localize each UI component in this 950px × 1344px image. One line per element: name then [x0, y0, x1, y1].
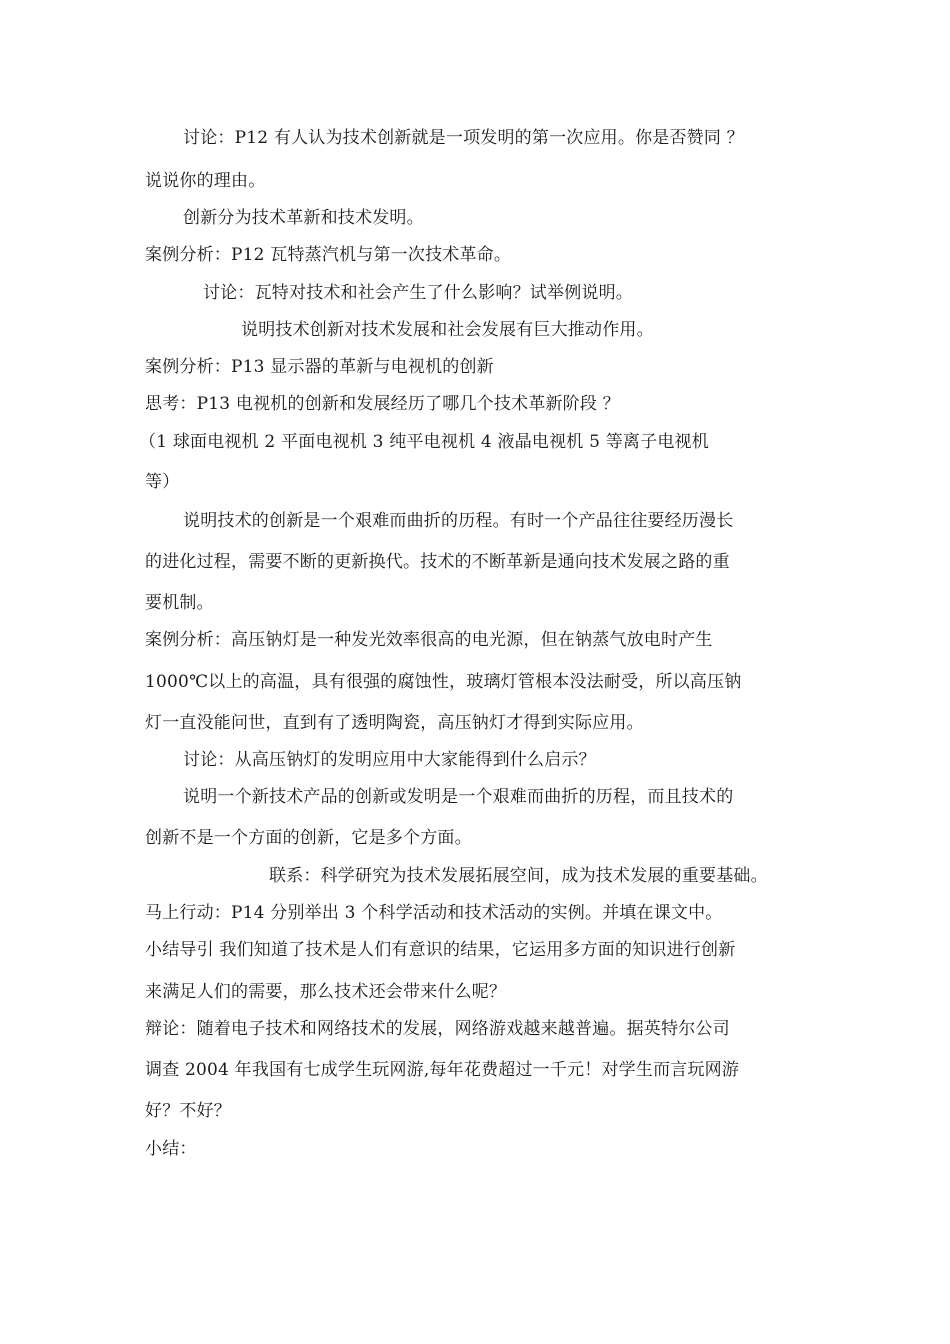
text-line: 说明一个新技术产品的创新或发明是一个艰难而曲折的历程，而且技术的 [183, 787, 734, 807]
text-line: 创新不是一个方面的创新，它是多个方面。 [145, 828, 472, 848]
text-line: 创新分为技术革新和技术发明。 [183, 208, 424, 228]
text-line: 说明技术创新对技术发展和社会发展有巨大推动作用。 [241, 320, 654, 340]
text-line: 等） [145, 472, 180, 492]
text-line: 讨论：瓦特对技术和社会产生了什么影响？试举例说明。 [203, 283, 633, 303]
text-line: 讨论：从高压钠灯的发明应用中大家能得到什么启示？ [183, 750, 596, 770]
text-line: 马上行动：P14 分别举出 3 个科学活动和技术活动的实例。并填在课文中。 [145, 903, 723, 923]
text-line: 辩论：随着电子技术和网络技术的发展，网络游戏越来越普遍。据英特尔公司 [145, 1019, 730, 1039]
text-line: 案例分析：高压钠灯是一种发光效率很高的电光源，但在钠蒸气放电时产生 [145, 630, 713, 650]
text-line: 调查 2004 年我国有七成学生玩网游,每年花费超过一千元！对学生而言玩网游 [145, 1060, 740, 1080]
text-line: （1 球面电视机 2 平面电视机 3 纯平电视机 4 液晶电视机 5 等离子电视机 [139, 432, 709, 452]
text-line: 联系：科学研究为技术发展拓展空间，成为技术发展的重要基础。 [269, 866, 768, 886]
text-line: 案例分析：P12 瓦特蒸汽机与第一次技术革命。 [145, 245, 512, 265]
text-line: 1000℃以上的高温，具有很强的腐蚀性，玻璃灯管根本没法耐受，所以高压钠 [145, 672, 742, 692]
text-line: 要机制。 [145, 593, 214, 613]
text-line: 好？不好？ [145, 1101, 231, 1121]
text-line: 小结： [145, 1139, 197, 1159]
text-line: 思考：P13 电视机的创新和发展经历了哪几个技术革新阶段 ？ [145, 394, 620, 414]
text-line: 小结导引 我们知道了技术是人们有意识的结果，它运用多方面的知识进行创新 [145, 940, 736, 960]
text-line: 来满足人们的需要，那么技术还会带来什么呢？ [145, 982, 507, 1002]
text-line: 说明技术的创新是一个艰难而曲折的历程。有时一个产品往往要经历漫长 [183, 511, 734, 531]
text-line: 灯一直没能问世，直到有了透明陶瓷，高压钠灯才得到实际应用。 [145, 713, 644, 733]
text-line: 说说你的理由。 [145, 171, 266, 191]
text-line: 讨论：P12 有人认为技术创新就是一项发明的第一次应用。你是否赞同 ？ [183, 128, 744, 148]
text-line: 案例分析：P13 显示器的革新与电视机的创新 [145, 357, 494, 377]
text-line: 的进化过程，需要不断的更新换代。技术的不断革新是通向技术发展之路的重 [145, 552, 730, 572]
